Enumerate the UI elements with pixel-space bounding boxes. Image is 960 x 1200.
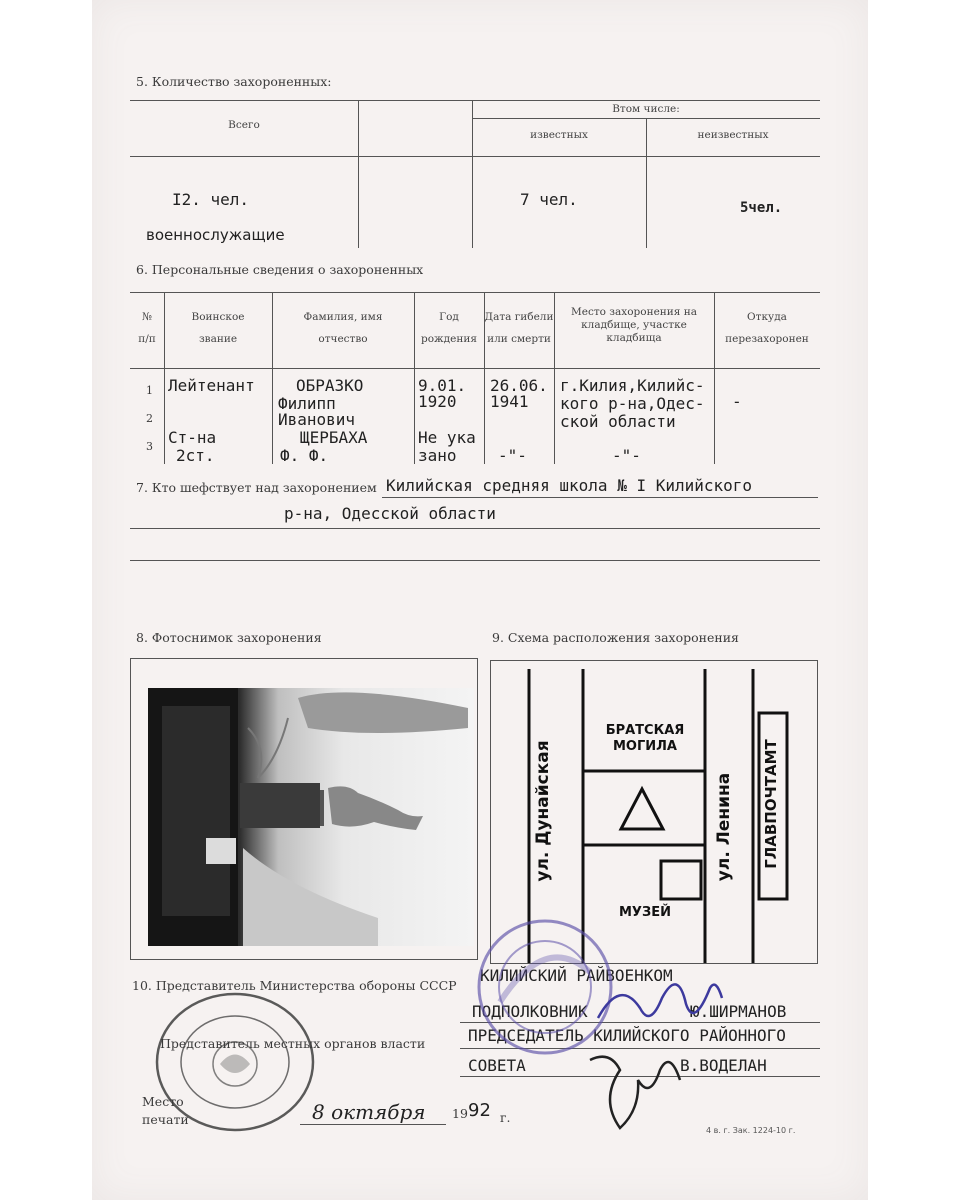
total-count: I2. чел. bbox=[172, 190, 250, 209]
col-known-header: известных bbox=[530, 129, 588, 141]
post-office-label: ГЛАВПОЧТАМТ bbox=[762, 739, 780, 869]
rank-1: Лейтенант bbox=[168, 376, 255, 395]
th-rank: Воинское звание bbox=[191, 311, 245, 345]
table5-divider bbox=[472, 100, 473, 248]
year-g: г. bbox=[500, 1110, 511, 1125]
death-1b: 1941 bbox=[490, 392, 529, 411]
rule bbox=[382, 497, 818, 498]
total-note: военнослужащие bbox=[146, 226, 285, 244]
table5-header-line bbox=[130, 156, 820, 157]
place-3: -"- bbox=[612, 446, 641, 465]
section8-title: 8. Фотоснимок захоронения bbox=[136, 630, 322, 645]
military-office: КИЛИЙСКИЙ РАЙВОЕНКОМ bbox=[480, 966, 673, 985]
patronymic-1: Иванович bbox=[278, 410, 356, 429]
row-number: 2 bbox=[146, 412, 153, 425]
unknown-count: 5чел. bbox=[740, 200, 783, 216]
print-mark: 4 в. г. Зак. 1224-10 г. bbox=[706, 1126, 796, 1135]
birth-1b: 1920 bbox=[418, 392, 457, 411]
place-1b: кого р-на,Одес- bbox=[560, 394, 705, 413]
museum-label: МУЗЕЙ bbox=[619, 905, 671, 920]
mass-grave-triangle-icon bbox=[617, 785, 667, 835]
surname-3: ЩЕРБАХА bbox=[300, 428, 368, 447]
th-num: № п/п bbox=[138, 311, 156, 345]
place-1a: г.Килия,Килийс- bbox=[560, 376, 705, 395]
th-death: Дата гибели или смерти bbox=[484, 311, 554, 345]
birth-3a: Не ука bbox=[418, 428, 476, 447]
rank-3b: 2ст. bbox=[176, 446, 215, 465]
mo-rank: ПОДПОЛКОВНИК bbox=[472, 1002, 588, 1021]
mass-grave-label-2: МОГИЛА bbox=[612, 739, 677, 754]
rule bbox=[130, 560, 820, 561]
local-rep-label: Представитель местных органов власти bbox=[160, 1036, 426, 1051]
section7-title: 7. Кто шефствует над захоронением bbox=[136, 480, 377, 495]
chair-signature bbox=[580, 1040, 690, 1140]
birth-3b: зано bbox=[418, 446, 457, 465]
chair-line2: СОВЕТА bbox=[468, 1056, 526, 1075]
section9-title: 9. Схема расположения захоронения bbox=[492, 630, 739, 645]
patron-line1: Килийская средняя школа № I Килийского bbox=[386, 476, 753, 495]
from-1: - bbox=[732, 392, 742, 411]
place-1c: ской области bbox=[560, 412, 676, 431]
memorial-photo bbox=[148, 688, 474, 946]
col-unknown-header: неизвестных bbox=[697, 129, 769, 141]
death-3: -"- bbox=[498, 446, 527, 465]
rule bbox=[130, 528, 820, 529]
council-seal bbox=[150, 990, 320, 1140]
col-including-header: Втом числе: bbox=[612, 103, 680, 115]
th-name: Фамилия, имя отчество bbox=[303, 311, 383, 345]
row-number: 1 bbox=[146, 384, 153, 397]
table6-top-line bbox=[130, 292, 820, 293]
chair-name: В.ВОДЕЛАН bbox=[680, 1056, 767, 1075]
section6-title: 6. Персональные сведения о захороненных bbox=[136, 262, 424, 277]
mo-name: Ю.ШИРМАНОВ bbox=[690, 1002, 787, 1021]
patron-line2: р-на, Одесской области bbox=[284, 504, 496, 523]
date-handwritten: 8 октября bbox=[312, 1100, 426, 1124]
th-birth: Год рождения bbox=[420, 311, 477, 345]
mass-grave-label-1: БРАТСКАЯ bbox=[605, 723, 685, 738]
place-label-1: Место bbox=[142, 1094, 184, 1109]
rank-3a: Ст-на bbox=[168, 428, 217, 447]
place-label-2: печати bbox=[142, 1112, 189, 1127]
mo-signature bbox=[590, 968, 730, 1038]
section10-title: 10. Представитель Министерства обороны СССР bbox=[132, 978, 457, 993]
th-place: Место захоронения на кладбище, участке кладбища bbox=[570, 306, 697, 344]
date-line bbox=[300, 1124, 446, 1125]
street-danube-label: ул. Дунайская bbox=[533, 740, 553, 882]
given-1: Филипп bbox=[278, 394, 336, 413]
year-prefix: 19 bbox=[452, 1106, 468, 1121]
th-from: Откуда перезахоронен bbox=[725, 311, 809, 345]
col-total-header: Всего bbox=[228, 119, 260, 131]
section5-title: 5. Количество захороненных: bbox=[136, 74, 332, 89]
table5-divider bbox=[358, 100, 359, 248]
initials-3: Ф. Ф. bbox=[280, 446, 329, 465]
surname-1: ОБРАЗКО bbox=[296, 376, 364, 395]
year-suffix: 92 bbox=[468, 1100, 491, 1121]
table6-header-line bbox=[130, 368, 820, 369]
known-count: 7 чел. bbox=[520, 190, 578, 209]
row-number: 3 bbox=[146, 440, 153, 453]
birth-1a: 9.01. bbox=[418, 376, 467, 395]
death-1a: 26.06. bbox=[490, 376, 548, 395]
street-lenin-label: ул. Ленина bbox=[714, 772, 734, 882]
chair-line1: ПРЕДСЕДАТЕЛЬ КИЛИЙСКОГО РАЙОННОГО bbox=[468, 1026, 786, 1045]
